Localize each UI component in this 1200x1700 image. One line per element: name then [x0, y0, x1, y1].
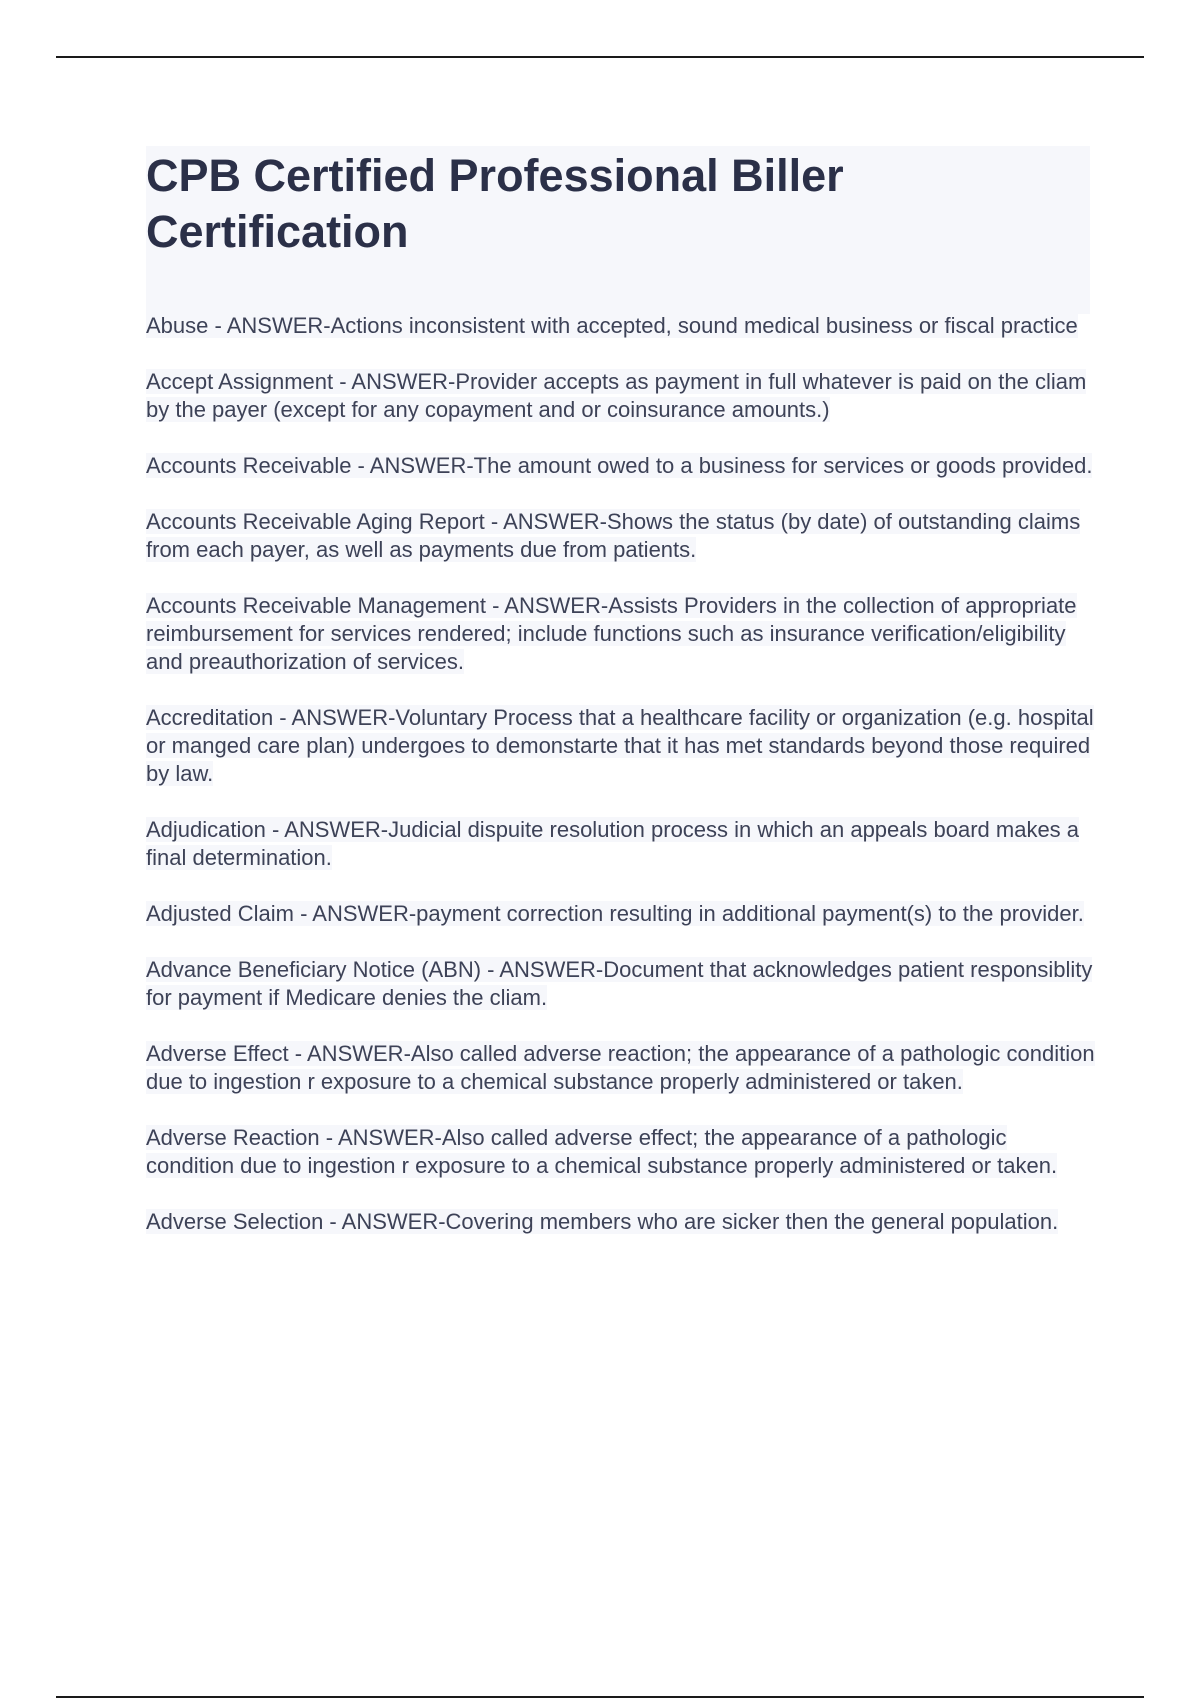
entry-text: Accounts Receivable Management - ANSWER-Assists Providers in the collection of appropriate reimbursement for services rendered; include functions such as insurance verification/eligibility and preauthorization of services.: [146, 593, 1077, 674]
list-item: [146, 1124, 1096, 1180]
list-item: [146, 956, 1096, 1012]
list-item: [146, 816, 1096, 872]
list-item: [146, 592, 1096, 676]
list-item: [146, 508, 1096, 564]
entry-text: Accept Assignment - ANSWER-Provider accepts as payment in full whatever is paid on the cliam by the payer (except for any copayment and or coinsurance amounts.): [146, 369, 1087, 422]
list-item: [146, 1040, 1096, 1096]
bottom-rule: [56, 1696, 1144, 1698]
entry-text: Adjusted Claim - ANSWER-payment correction resulting in additional payment(s) to the provider.: [146, 901, 1084, 926]
entry-text: Advance Beneficiary Notice (ABN) - ANSWER-Document that acknowledges patient responsiblity for payment if Medicare denies the cliam.: [146, 957, 1093, 1010]
list-item: [146, 312, 1096, 340]
entry-text: Abuse - ANSWER-Actions inconsistent with accepted, sound medical business or fiscal practice: [146, 313, 1078, 338]
entry-text: Accounts Receivable - ANSWER-The amount owed to a business for services or goods provided.: [146, 453, 1093, 478]
entry-text: Accounts Receivable Aging Report - ANSWER-Shows the status (by date) of outstanding claims from each payer, as well as payments due from patients.: [146, 509, 1081, 562]
entry-text: Adjudication - ANSWER-Judicial dispuite resolution process in which an appeals board makes a final determination.: [146, 817, 1080, 870]
entry-text: Adverse Effect - ANSWER-Also called adverse reaction; the appearance of a pathologic condition due to ingestion r exposure to a chemical substance properly administered or taken.: [146, 1041, 1095, 1094]
list-item: [146, 704, 1096, 788]
top-rule: [56, 56, 1144, 58]
list-item: [146, 900, 1096, 928]
entry-text: Adverse Reaction - ANSWER-Also called adverse effect; the appearance of a pathologic condition due to ingestion r exposure to a chemical substance properly administered or taken.: [146, 1125, 1058, 1178]
title-box: [146, 146, 1090, 314]
list-item: [146, 452, 1096, 480]
entry-text: Accreditation - ANSWER-Voluntary Process that a healthcare facility or organization (e.g. hospital or manged care plan) undergoes to demonstarte that it has met standards beyond those required by law.: [146, 705, 1094, 786]
list-item: [146, 1208, 1096, 1236]
page-title: CPB Certified Professional Biller Certification: [146, 150, 844, 257]
entries-list: [146, 312, 1096, 1264]
entry-text: Adverse Selection - ANSWER-Covering members who are sicker then the general population.: [146, 1209, 1059, 1234]
list-item: [146, 368, 1096, 424]
